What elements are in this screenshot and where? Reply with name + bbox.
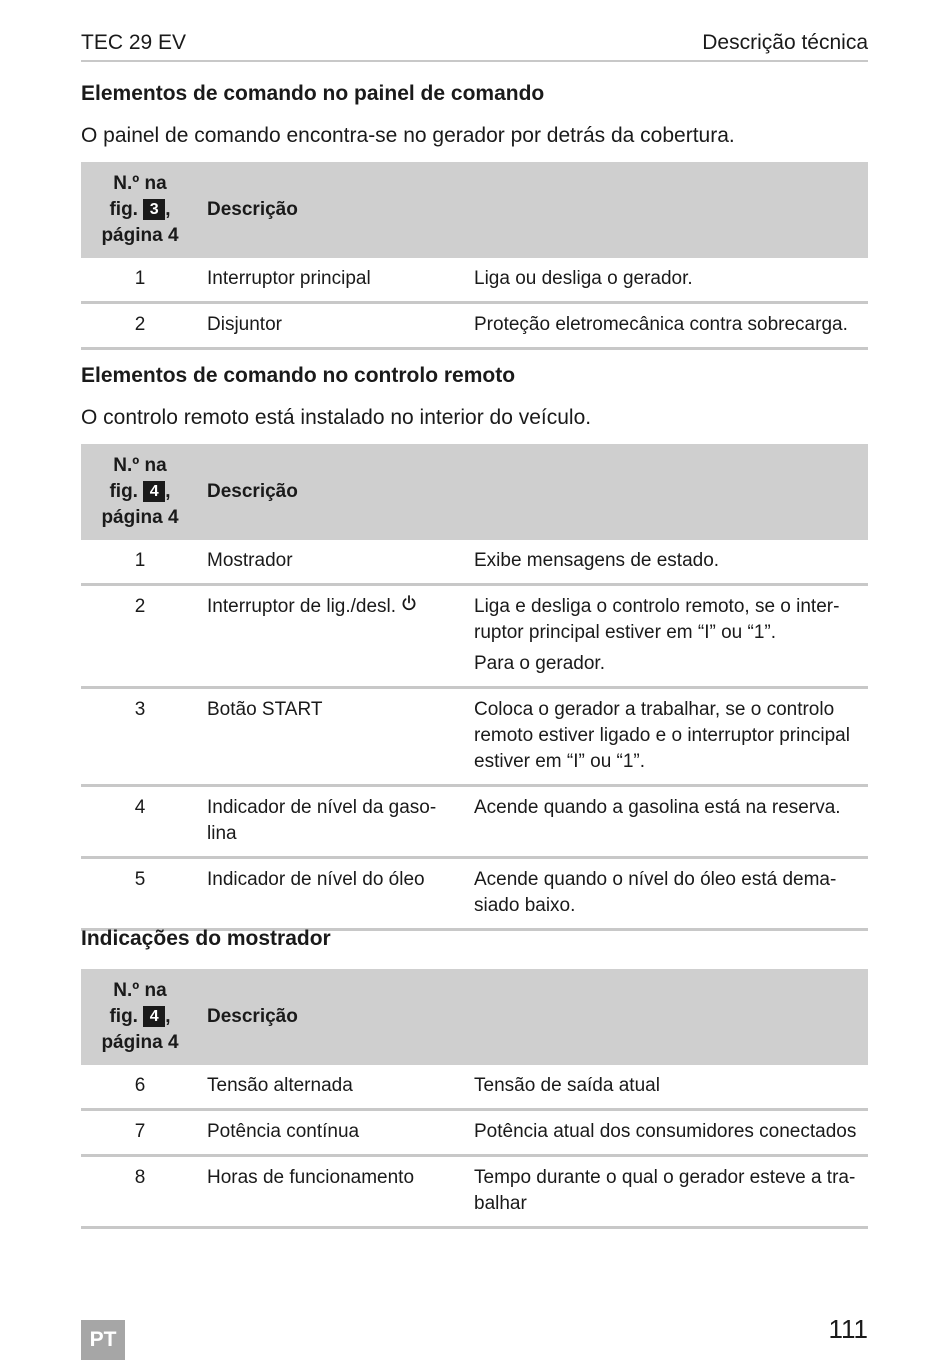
section-title-display-indications: Indicações do mostrador — [81, 927, 331, 950]
row-name: Indicador de nível do óleo — [199, 858, 474, 930]
row-description: Proteção eletromecânica contra sobrecarga. — [474, 303, 868, 349]
section-title-remote-control: Elementos de comando no controlo remoto — [81, 364, 516, 387]
row-name: Tensão alternada — [199, 1065, 474, 1110]
row-name: Horas de funcionamento — [199, 1156, 474, 1228]
figure-number-badge: 4 — [143, 481, 165, 502]
row-name: Disjuntor — [199, 303, 474, 349]
section-title-control-panel: Elementos de comando no painel de comando — [81, 82, 545, 105]
row-number: 6 — [81, 1065, 199, 1110]
table-row — [81, 786, 868, 858]
row-name: Potência contínua — [199, 1110, 474, 1156]
remote-control-table — [81, 444, 868, 931]
control-panel-table — [81, 162, 868, 350]
header-figure-reference: N.º na fig. 4 , página 4 — [81, 444, 199, 540]
power-icon — [401, 595, 417, 611]
row-number: 2 — [81, 585, 199, 688]
header-description: Descrição — [199, 162, 868, 258]
row-description: Liga ou desliga o gerador. — [474, 258, 868, 303]
page-number: 111 — [828, 1314, 868, 1344]
figure-number-badge: 3 — [143, 199, 165, 220]
row-name: Mostrador — [199, 540, 474, 585]
row-description: Coloca o gerador a trabalhar, se o controlo remoto estiver ligado e o interruptor principal estiver em “I” ou “1”. — [474, 688, 868, 786]
row-description: Tensão de saída atual — [474, 1065, 868, 1110]
row-name: Indicador de nível da gaso- lina — [199, 786, 474, 858]
row-number: 5 — [81, 858, 199, 930]
table-header-row — [81, 969, 868, 1065]
table-row — [81, 585, 868, 688]
header-description: Descrição — [199, 969, 868, 1065]
table-row — [81, 303, 868, 349]
table-row — [81, 858, 868, 930]
section-intro-control-panel: O painel de comando encontra-se no gerador por detrás da cobertura. — [81, 124, 735, 147]
row-name: Botão START — [199, 688, 474, 786]
row-description: Acende quando o nível do óleo está dema- siado baixo. — [474, 858, 868, 930]
row-number: 1 — [81, 540, 199, 585]
section-intro-remote-control: O controlo remoto está instalado no interior do veículo. — [81, 406, 592, 429]
page-header — [81, 30, 868, 62]
header-description: Descrição — [199, 444, 868, 540]
figure-number-badge: 4 — [143, 1006, 165, 1027]
row-name: Interruptor principal — [199, 258, 474, 303]
row-number: 1 — [81, 258, 199, 303]
row-number: 7 — [81, 1110, 199, 1156]
display-indications-table — [81, 969, 868, 1229]
table-row — [81, 1110, 868, 1156]
table-row — [81, 1065, 868, 1110]
language-badge: PT — [81, 1320, 125, 1360]
table-row — [81, 258, 868, 303]
row-name: Interruptor de lig./desl. — [199, 585, 474, 688]
row-description: Acende quando a gasolina está na reserva. — [474, 786, 868, 858]
row-number: 3 — [81, 688, 199, 786]
header-figure-reference: N.º na fig. 3 , página 4 — [81, 162, 199, 258]
header-figure-reference: N.º na fig. 4 , página 4 — [81, 969, 199, 1065]
row-number: 2 — [81, 303, 199, 349]
table-header-row — [81, 162, 868, 258]
section-name: Descrição técnica — [702, 31, 868, 54]
row-description: Exibe mensagens de estado. — [474, 540, 868, 585]
row-description: Tempo durante o qual o gerador esteve a tra- balhar — [474, 1156, 868, 1228]
table-row — [81, 688, 868, 786]
row-number: 8 — [81, 1156, 199, 1228]
row-description: Potência atual dos consumidores conectados — [474, 1110, 868, 1156]
model-name: TEC 29 EV — [81, 31, 187, 54]
table-header-row — [81, 444, 868, 540]
table-row — [81, 1156, 868, 1228]
table-row — [81, 540, 868, 585]
row-number: 4 — [81, 786, 199, 858]
row-description: Liga e desliga o controlo remoto, se o inter- ruptor principal estiver em “I” ou “1”. Para o gerador. — [474, 585, 868, 688]
